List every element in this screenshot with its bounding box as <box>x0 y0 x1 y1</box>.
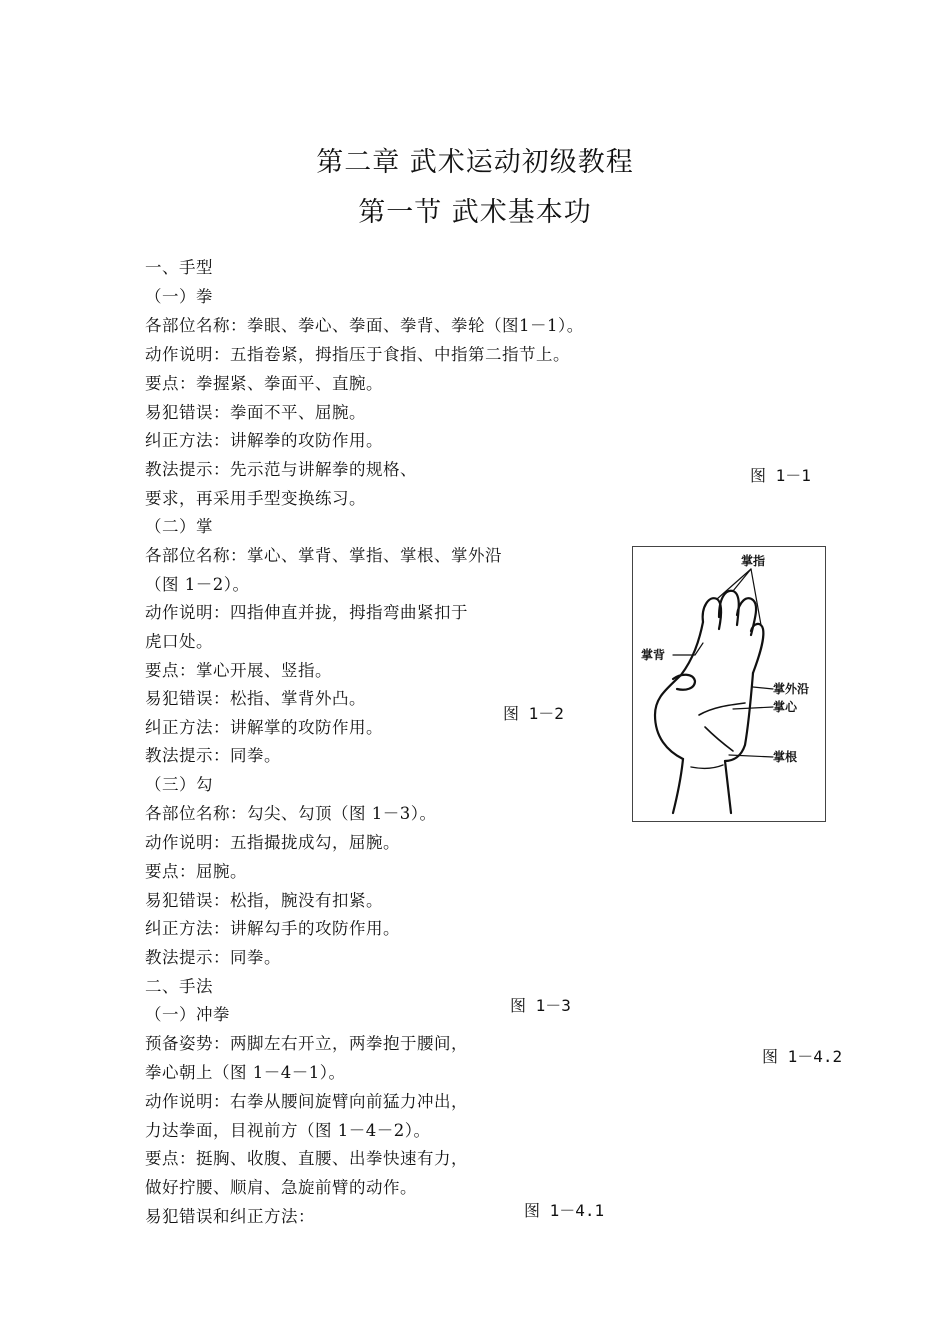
text-line: 动作说明：右拳从腰间旋臂向前猛力冲出， <box>145 1092 468 1111</box>
label-zhangwaiyan: 掌外沿 <box>773 682 810 696</box>
text-line: 易犯错误：松指、掌背外凸。 <box>145 689 366 708</box>
text-line: 教法提示：同拳。 <box>145 746 281 765</box>
text-line: （三）勾 <box>145 775 213 794</box>
text-line: 要点：掌心开展、竖指。 <box>145 661 332 680</box>
text-line: 要求，再采用手型变换练习。 <box>145 489 366 508</box>
text-line: 做好拧腰、顺肩、急旋前臂的动作。 <box>145 1178 417 1197</box>
text-line: 二、手法 <box>145 977 213 996</box>
text-line: 各部位名称：拳眼、拳心、拳面、拳背、拳轮（图1－1）。 <box>145 316 584 335</box>
label-zhangzhi: 掌指 <box>741 554 766 568</box>
text-line: 教法提示：先示范与讲解拳的规格、 <box>145 460 417 479</box>
label-zhangbei: 掌背 <box>641 648 666 662</box>
text-line: 纠正方法：讲解拳的攻防作用。 <box>145 431 383 450</box>
figure-caption-1-2: 图 1－2 <box>503 704 564 723</box>
text-line: （二）掌 <box>145 517 213 536</box>
text-line: 教法提示：同拳。 <box>145 948 281 967</box>
text-line: 力达拳面，目视前方（图 1－4－2）。 <box>145 1121 431 1140</box>
text-line: 易犯错误：松指，腕没有扣紧。 <box>145 891 383 910</box>
text-line: （图 1－2）。 <box>145 575 250 594</box>
figure-caption-1-4-1: 图 1－4.1 <box>524 1201 605 1220</box>
text-line: 拳心朝上（图 1－4－1）。 <box>145 1063 346 1082</box>
text-line: 要点：挺胸、收腹、直腰、出拳快速有力， <box>145 1149 468 1168</box>
text-line: 动作说明：五指卷紧，拇指压于食指、中指第二指节上。 <box>145 345 570 364</box>
label-zhanggen: 掌根 <box>773 750 798 764</box>
text-line: 各部位名称：掌心、掌背、掌指、掌根、掌外沿 <box>145 546 502 565</box>
text-line: 易犯错误和纠正方法： <box>145 1207 315 1226</box>
figure-caption-1-3: 图 1－3 <box>510 996 571 1015</box>
text-line: 虎口处。 <box>145 632 213 651</box>
text-line: 一、手型 <box>145 258 213 277</box>
text-line: 预备姿势：两脚左右开立，两拳抱于腰间， <box>145 1034 468 1053</box>
chapter-title: 第二章 武术运动初级教程 <box>316 147 634 178</box>
text-line: 纠正方法：讲解勾手的攻防作用。 <box>145 919 400 938</box>
text-line: 动作说明：五指撮拢成勾，屈腕。 <box>145 833 400 852</box>
text-line: 纠正方法：讲解掌的攻防作用。 <box>145 718 383 737</box>
text-line: 易犯错误：拳面不平、屈腕。 <box>145 403 366 422</box>
text-line: （一）冲拳 <box>145 1005 230 1024</box>
text-line: 要点：屈腕。 <box>145 862 247 881</box>
text-line: 动作说明：四指伸直并拢，拇指弯曲紧扣于 <box>145 603 468 622</box>
text-line: 各部位名称：勾尖、勾顶（图 1－3）。 <box>145 804 437 823</box>
section-title: 第一节 武术基本功 <box>358 197 592 228</box>
label-zhangxin: 掌心 <box>773 700 798 714</box>
figure-caption-1-4-2: 图 1－4.2 <box>762 1047 843 1066</box>
figure-caption-1-1: 图 1－1 <box>750 466 811 485</box>
text-line: 要点：拳握紧、拳面平、直腕。 <box>145 374 383 393</box>
text-line: （一）拳 <box>145 287 213 306</box>
palm-figure <box>632 546 826 822</box>
palm-hand-illustration <box>633 547 825 821</box>
